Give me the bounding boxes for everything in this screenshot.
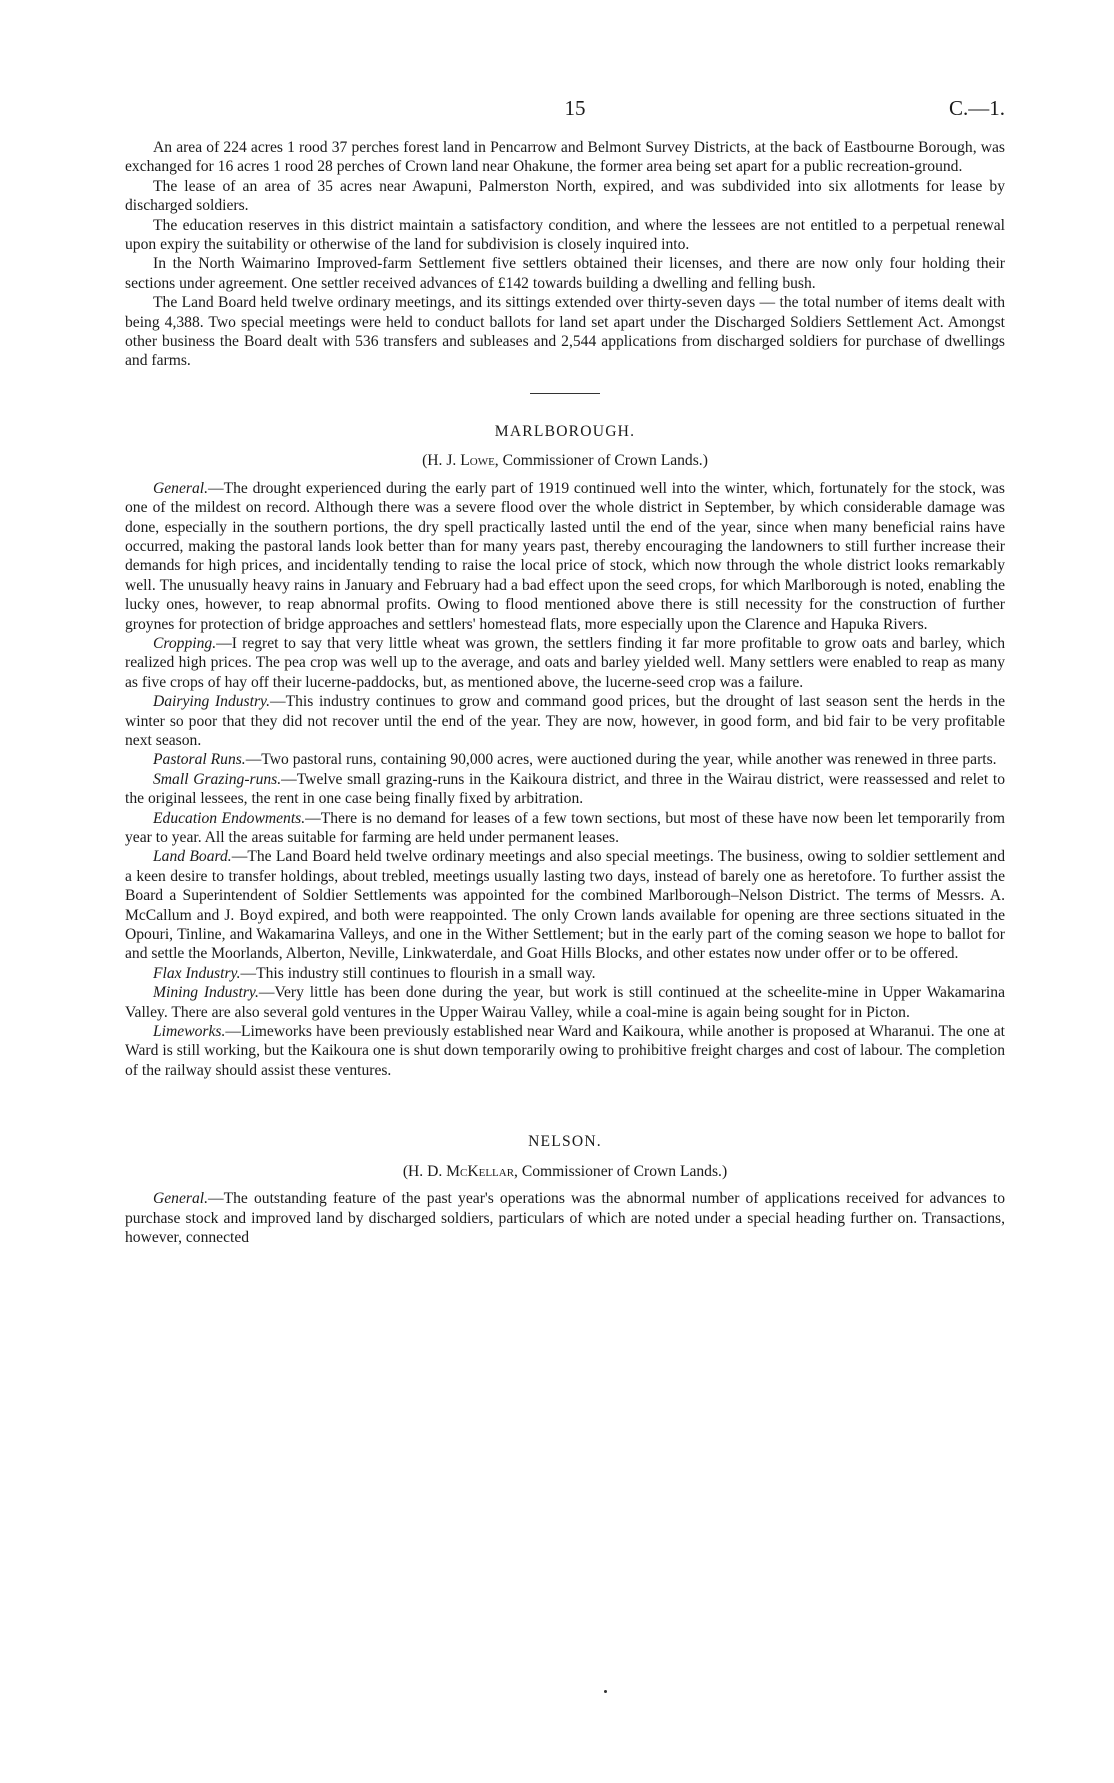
paragraph: Education Endowments.—There is no demand for leases of a few town sections, but most of these have now been let temporarily from year to year. All the areas suitable for farming are held under permanent leases. [125,809,1005,846]
paragraph: In the North Waimarino Improved-farm Settlement five settlers obtained their licenses, and there are now only four holding their sections under agreement. One settler received advances of £142 towards building a dwelling and felling bush. [125,255,1005,292]
commissioner-line: (H. J. Lowe, Commissioner of Crown Lands.) [422,452,708,470]
commissioner-line: (H. D. McKellar, Commissioner of Crown Lands.) [402,1162,728,1180]
page-number: 15 [564,96,586,120]
section-title: NELSON. [528,1133,602,1151]
intro-section [125,138,1005,371]
paragraph: Dairying Industry.—This industry continues to grow and command good prices, but the drought of last season sent the herds in the winter so poor that they did not recover until the end of the year. They are now, however, in good form, and bid fair to be very profitable next season. [125,693,1005,749]
subheading: Cropping. [153,634,217,652]
marlborough-section [125,422,1005,1080]
paragraph: The education reserves in this district maintain a satisfactory condition, and where the lessees are not entitled to a perpetual renewal upon expiry the suitability or otherwise of the land for subdivision is closely inquired into. [125,216,1005,254]
commissioner-name: Lowe [460,452,495,470]
subheading: Land Board. [153,848,232,866]
paragraph: Pastoral Runs.—Two pastoral runs, containing 90,000 acres, were auctioned during the year, while another was renewed in three parts. [153,751,997,769]
paragraph: Mining Industry.—Very little has been done during the year, but work is still continued at the scheelite-mine in Upper Wakamarina Valley. There are also several gold ventures in the Upper Wairau Valley, while a coal-mine is again being sought for in Picton. [125,984,1005,1021]
paragraph: The lease of an area of 35 acres near Awapuni, Palmerston North, expired, and was subdivided into six allotments for lease by discharged soldiers. [125,177,1005,215]
paragraph: Cropping.—I regret to say that very little wheat was grown, the settlers finding it far more profitable to grow oats and barley, which realized high prices. The pea crop was well up to the average, and oats and barley yielded well. Many settlers were enabled to reap as many as five crops of hay off their lucerne-paddocks, but, as mentioned above, the lucerne-seed crop was a failure. [125,634,1005,691]
subheading: Mining Industry. [153,984,259,1002]
paragraph: General.—The drought experienced during the early part of 1919 continued well into the winter, which, fortunately for the stock, was one of the mildest on record. Although there was a severe flood over the whole district in September, by which considerable damage was done, especially in the southern portions, the dry spell practically lasted until the end of the year, since when many beneficial rains have occurred, making the pastoral lands look better than for many years past, thereby encouraging the landowners to still further increase their demands for high prices, and incidentally tending to raise the local price of stock, which now through the whole district looks remarkably well. The unusually heavy rains in January and February had a bad effect upon the seed crops, for which Marlborough is noted, enabling the lucky ones, however, to reap abnormal profits. Owing to flood mentioned above there is still necessity for the construction of further groynes for protection of bridge approaches and settlers' homestead flats, more especially upon the Clarence and Hapuka Rivers. [125,479,1005,633]
subheading: Dairying Industry. [153,693,270,711]
paragraph: An area of 224 acres 1 rood 37 perches forest land in Pencarrow and Belmont Survey Districts, at the back of Eastbourne Borough, was exchanged for 16 acres 1 rood 28 perches of Crown land near Ohakune, the former area being set apart for a public recreation-ground. [125,139,1005,176]
subheading: Pastoral Runs. [153,751,246,769]
subheading: Small Grazing-runs. [153,770,282,788]
page-header [125,96,1005,126]
commissioner-name: McKellar [446,1162,515,1180]
subheading: Education Endowments. [153,809,306,827]
spacer [125,1106,1005,1132]
spacer [125,1080,1005,1106]
subheading: General. [153,479,208,497]
subheading: Limeworks. [153,1023,226,1041]
section-title: MARLBOROUGH. [494,422,636,440]
document-reference: C.—1. [948,96,1005,120]
paragraph: General.—The outstanding feature of the past year's operations was the abnormal number of applications received for advances to purchase stock and improved land by discharged soldiers, particulars of which are noted under a special heading further on. Transactions, however, connected [125,1190,1005,1246]
document-body [125,138,1005,1247]
page-mark [604,1690,607,1693]
paragraph: The Land Board held twelve ordinary meetings, and its sittings extended over thirty-seven days — the total number of items dealt with being 4,388. Two special meetings were held to conduct ballots for land set apart under the Discharged Soldiers Settlement Act. Amongst other business the Board dealt with 536 transfers and subleases and 2,544 applications from discharged soldiers for purchase of dwellings and farms. [125,294,1005,370]
paragraph: Flax Industry.—This industry still continues to flourish in a small way. [153,964,596,982]
paragraph: Limeworks.—Limeworks have been previously established near Ward and Kaikoura, while another is proposed at Wharanui. The one at Ward is still working, but the Kaikoura one is shut down temporarily owing to prohibitive freight charges and cost of labour. The completion of the railway should assist these ventures. [125,1023,1005,1079]
paragraph: Small Grazing-runs.—Twelve small grazing-runs in the Kaikoura district, and three in the Wairau district, were reassessed and relet to the original lessees, the rent in one case being finally fixed by arbitration. [125,770,1005,808]
subheading: Flax Industry. [153,964,241,982]
subheading: General. [153,1190,208,1208]
section-divider [530,393,600,394]
nelson-section [125,1132,1005,1247]
paragraph: Land Board.—The Land Board held twelve ordinary meetings and also special meetings. The business, owing to soldier settlement and a keen desire to transfer holdings, about trebled, meetings usually lasting two days, instead of barely one as heretofore. To further assist the Board a Superintendent of Soldier Settlements was appointed for the combined Marlborough–Nelson District. The terms of Messrs. A. McCallum and J. Boyd expired, and both were reappointed. The only Crown lands available for opening are three sections situated in the Opouri, Tinline, and Wakamarina Valleys, and one in the Wither Settlement; but in the early part of the coming season we hope to ballot for and settle the Moorlands, Alberton, Neville, Linkwaterdale, and Goat Hills Blocks, and other estates now under offer or to be offered. [125,848,1006,963]
